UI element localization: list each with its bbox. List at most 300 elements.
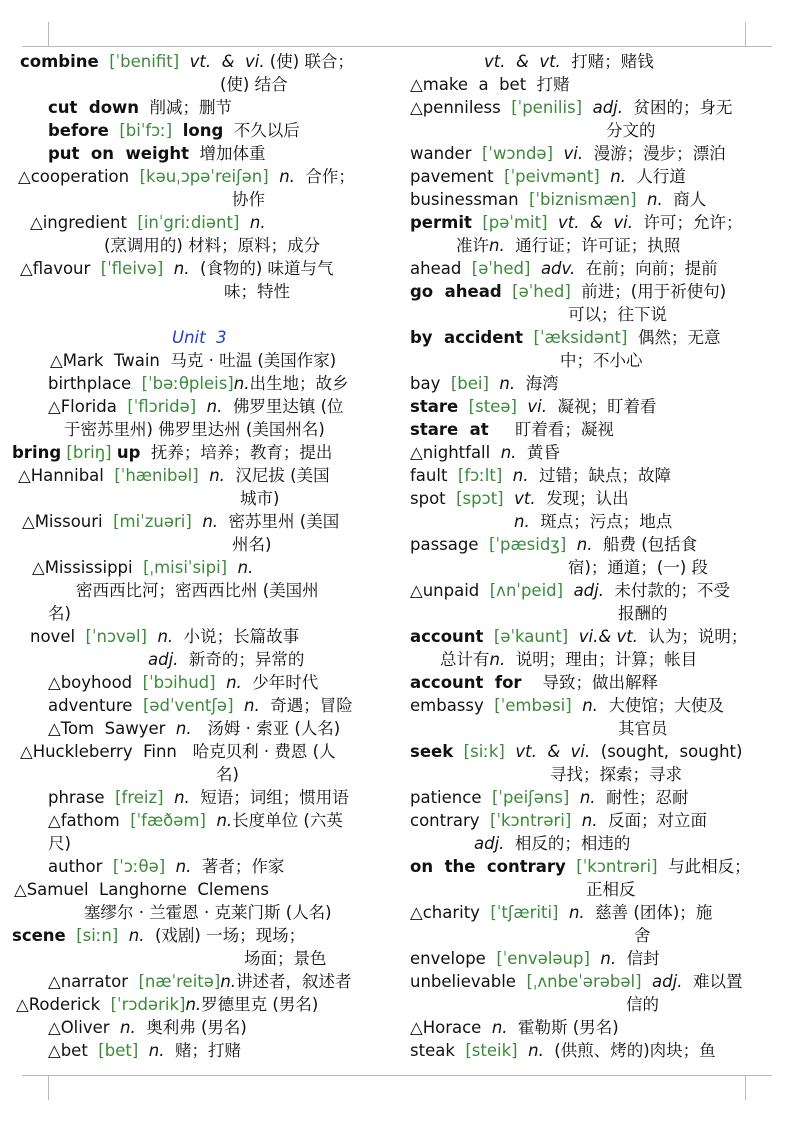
definition-text: 信封 — [616, 949, 660, 968]
vocabulary-column-left — [12, 50, 382, 1062]
definition-text: ahead — [410, 259, 472, 278]
vocab-line — [12, 418, 382, 441]
definition-text: △Samuel Langhorne Clemens — [14, 880, 269, 899]
definition-text: △Roderick — [16, 995, 111, 1014]
definition-text: 耐性；忍耐 — [595, 788, 689, 807]
vocab-line — [12, 280, 382, 303]
definition-text: 正相反 — [586, 880, 636, 899]
part-of-speech: n. — [220, 972, 237, 991]
phonetic: [ədˈventʃə] — [142, 696, 245, 715]
definition-text: novel — [30, 627, 86, 646]
vocab-line — [410, 326, 750, 349]
definition-text: 其官员 — [618, 719, 668, 738]
part-of-speech: adj. — [573, 581, 604, 600]
part-of-speech: n. — [202, 512, 219, 531]
phonetic: [steə] — [458, 397, 528, 416]
vocab-line — [410, 970, 750, 993]
part-of-speech: n. — [600, 949, 617, 968]
phonetic: [ˈpæsidʒ] — [489, 535, 577, 554]
vocab-line — [410, 740, 750, 763]
phonetic: [ˈfleivə] — [100, 259, 174, 278]
vocab-line — [410, 947, 750, 970]
definition-text: (使) 联合； — [264, 52, 354, 71]
definition-text: △Mississippi — [32, 558, 144, 577]
definition-text: (烹调用的) 材料；原料；成分 — [104, 236, 321, 255]
part-of-speech: n. — [582, 696, 598, 715]
vocab-line — [410, 257, 750, 280]
definition-text: 黄昏 — [516, 443, 560, 462]
definition-text: △nightfall — [410, 443, 501, 462]
definition-text: 味；特性 — [224, 282, 290, 301]
part-of-speech: n. — [489, 650, 506, 669]
vocab-line — [12, 947, 382, 970]
definition-text: 佛罗里达镇 (位 — [222, 397, 344, 416]
vocab-line — [12, 533, 382, 556]
definition-text: steak — [410, 1041, 466, 1060]
headword: before — [48, 121, 109, 140]
vocab-line — [410, 119, 750, 142]
vocab-line — [12, 671, 382, 694]
definition-text: 削减；删节 — [139, 98, 233, 117]
definition-text: (使) 结合 — [220, 75, 288, 94]
vocab-line — [12, 211, 382, 234]
vocab-line — [12, 602, 382, 625]
definition-text: △Horace — [410, 1018, 492, 1037]
part-of-speech: n. — [279, 167, 295, 186]
phonetic: [ˈɔːθə] — [112, 857, 176, 876]
definition-text: △Huckleberry Finn 哈克贝利 · 费恩 (人 — [20, 742, 336, 761]
part-of-speech: adj. — [474, 834, 505, 853]
definition-text: (戏剧) 一场；现场； — [144, 926, 306, 945]
vocab-line — [12, 487, 382, 510]
part-of-speech: n. — [514, 512, 530, 531]
definition-text: 增加体重 — [189, 144, 266, 163]
part-of-speech: n. — [175, 857, 192, 876]
vocab-line — [12, 50, 382, 73]
definition-text: contrary — [410, 811, 491, 830]
definition-text: 中；不小心 — [560, 351, 643, 370]
part-of-speech: vt. — [514, 489, 536, 508]
definition-text: 汤姆 · 索亚 (人名) — [191, 719, 341, 738]
definition-text: (sought, sought) — [590, 742, 743, 761]
definition-text: phrase — [48, 788, 116, 807]
definition-text: 可以；往下说 — [568, 305, 667, 324]
phonetic: [næˈreitə] — [138, 972, 221, 991]
definition-text: unbelievable — [410, 972, 527, 991]
vocab-line — [12, 257, 382, 280]
vocab-line — [12, 832, 382, 855]
vocab-line — [410, 1039, 750, 1062]
phonetic: [ˈkɔntrəri] — [565, 857, 669, 876]
vocab-line — [12, 119, 382, 142]
definition-text: 尺) — [48, 834, 71, 853]
definition-text: envelope — [410, 949, 497, 968]
headword: combine — [20, 52, 99, 71]
vocab-line — [12, 73, 382, 96]
phonetic: [ˈpeiʃəns] — [491, 788, 580, 807]
part-of-speech: n. — [120, 1018, 136, 1037]
definition-text: 相反的；相违的 — [504, 834, 631, 853]
part-of-speech: vt. & vi. — [515, 742, 591, 761]
definition-text: 打赌；赌钱 — [560, 52, 654, 71]
part-of-speech: n. — [185, 995, 202, 1014]
headword: up — [116, 443, 141, 462]
definition-text: 城市) — [240, 489, 280, 508]
definition-text: wander — [410, 144, 482, 163]
vocab-line — [12, 579, 382, 602]
part-of-speech: vi.& vt. — [578, 627, 638, 646]
definition-text: 著者；作家 — [191, 857, 285, 876]
definition-text: △Oliver — [48, 1018, 121, 1037]
definition-text: 未付款的；不受 — [603, 581, 730, 600]
corner-bl-vertical — [48, 1075, 49, 1100]
phonetic: [ˈpeivmənt] — [504, 167, 611, 186]
phonetic: [siːn] — [65, 926, 129, 945]
vocab-line — [410, 648, 750, 671]
vocab-line — [410, 441, 750, 464]
definition-text: (供煎、烤的)肉块；鱼 — [543, 1041, 716, 1060]
vocab-line — [12, 694, 382, 717]
part-of-speech: n. — [233, 374, 250, 393]
definition-text: 霍勒斯 (男名) — [507, 1018, 619, 1037]
definition-text: 宿)；通道；(一) 段 — [568, 558, 709, 577]
part-of-speech: n. — [500, 443, 517, 462]
part-of-speech: n. — [489, 236, 505, 255]
part-of-speech: n. — [175, 719, 192, 738]
part-of-speech: adj. — [652, 972, 683, 991]
phonetic: [inˈgriːdiənt] — [137, 213, 250, 232]
vocab-line — [410, 602, 750, 625]
definition-text: 慈善 (团体)；施 — [584, 903, 713, 922]
vocab-line — [410, 717, 750, 740]
definition-text: 讲述者，叙述者 — [236, 972, 352, 991]
definition-text: 舍 — [634, 926, 651, 945]
part-of-speech: n. — [206, 397, 223, 416]
part-of-speech: n. — [576, 535, 593, 554]
vocab-line — [12, 349, 382, 372]
definition-text: fault — [410, 466, 458, 485]
definition-text: pavement — [410, 167, 505, 186]
definition-text: 汉尼拔 (美国 — [224, 466, 330, 485]
definition-text: 说明；理由；计算；帐目 — [505, 650, 698, 669]
definition-text: 出生地；故乡 — [249, 374, 349, 393]
definition-text: △bet — [48, 1041, 99, 1060]
definition-text: 难以置 — [682, 972, 743, 991]
phonetic: [fɔːlt] — [457, 466, 513, 485]
vocab-line — [410, 303, 750, 326]
phonetic: [siːk] — [453, 742, 516, 761]
top-border-line — [48, 46, 746, 47]
part-of-speech: vi. — [563, 144, 584, 163]
definition-text: 导致；做出解释 — [521, 673, 659, 692]
vocab-line — [12, 924, 382, 947]
vocab-line — [12, 786, 382, 809]
definition-text: patience — [410, 788, 492, 807]
definition-text: △charity — [410, 903, 491, 922]
corner-tl-horizontal — [22, 46, 49, 47]
vocab-line — [12, 993, 382, 1016]
vocab-line — [12, 188, 382, 211]
definition-text: 许可；允许； — [632, 213, 743, 232]
definition-text: 密苏里州 (美国 — [218, 512, 340, 531]
definition-text: △Hannibal — [18, 466, 115, 485]
phonetic: [biˈfɔː] — [108, 121, 183, 140]
definition-text: 短语；词组；惯用语 — [189, 788, 349, 807]
definition-text: author — [48, 857, 113, 876]
definition-text: 发现；认出 — [535, 489, 629, 508]
phonetic: [miˈzuəri] — [113, 512, 203, 531]
vocab-line — [12, 648, 382, 671]
vocab-line — [410, 96, 750, 119]
definition-text: 抚养；培养；教育；提出 — [140, 443, 333, 462]
part-of-speech: n. — [579, 788, 596, 807]
definition-text: 总计有 — [440, 650, 490, 669]
definition-text: △Missouri — [22, 512, 114, 531]
phonetic: [ˈtʃæriti] — [490, 903, 569, 922]
definition-text: 与此相反； — [668, 857, 751, 876]
phonetic: [pəˈmit] — [471, 213, 559, 232]
definition-text: 商人 — [662, 190, 707, 209]
vocab-line — [410, 372, 750, 395]
part-of-speech: n. — [237, 558, 254, 577]
definition-text: 赌；打赌 — [164, 1041, 241, 1060]
corner-tr-horizontal — [745, 46, 772, 47]
bottom-border-line — [48, 1075, 746, 1076]
vocab-line — [410, 395, 750, 418]
definition-text: 认为；说明； — [637, 627, 748, 646]
part-of-speech: n. — [244, 696, 260, 715]
vocab-line — [12, 878, 382, 901]
headword: stare — [410, 397, 459, 416]
phonetic: [ˈnɔvəl] — [85, 627, 158, 646]
vocab-line — [410, 50, 750, 73]
definition-text: 奇遇；冒险 — [259, 696, 353, 715]
vocab-line — [410, 832, 750, 855]
definition-text: 反面；对立面 — [597, 811, 707, 830]
vocab-line — [410, 924, 750, 947]
vocab-line — [12, 1016, 382, 1039]
definition-text: 前进；(用于祈使句) — [581, 282, 727, 301]
part-of-speech: n. — [249, 213, 266, 232]
part-of-speech: adj. — [592, 98, 623, 117]
definition-text: △fathom — [48, 811, 131, 830]
phonetic: [ˈfæðəm] — [130, 811, 217, 830]
definition-text: △Florida — [48, 397, 128, 416]
vocab-line — [12, 326, 382, 349]
vocab-line — [410, 901, 750, 924]
definition-text: 盯着看；凝视 — [488, 420, 614, 439]
vocab-line — [410, 878, 750, 901]
vocab-line — [12, 395, 382, 418]
definition-text: 海湾 — [515, 374, 559, 393]
definition-text: 小说；长篇故事 — [173, 627, 300, 646]
vocab-line — [12, 763, 382, 786]
phonetic: [ˈrɔdərik] — [110, 995, 186, 1014]
headword: account — [410, 627, 484, 646]
definition-text: passage — [410, 535, 490, 554]
phonetic: [ˈbenifit] — [98, 52, 190, 71]
vocab-line — [410, 73, 750, 96]
definition-text: 大使馆；大使及 — [597, 696, 724, 715]
vocab-line — [12, 142, 382, 165]
definition-text: 船费 (包括食 — [592, 535, 698, 554]
part-of-speech: n. — [528, 1041, 544, 1060]
phonetic: [ˌʌnbeˈərəbəl] — [526, 972, 653, 991]
phonetic: [ˈpenilis] — [511, 98, 593, 117]
vocab-line — [410, 188, 750, 211]
definition-text: 名) — [216, 765, 239, 784]
definition-text: adventure — [48, 696, 143, 715]
vocab-line — [410, 464, 750, 487]
definition-text: 凝视；盯着看 — [547, 397, 657, 416]
vocab-line — [410, 510, 750, 533]
corner-br-vertical — [745, 1075, 746, 1100]
vocab-line — [410, 763, 750, 786]
unit-heading: Unit 3 — [172, 328, 227, 347]
definition-text: 场面；景色 — [244, 949, 327, 968]
vocab-line — [410, 349, 750, 372]
headword: account for — [410, 673, 522, 692]
definition-text: 人行道 — [625, 167, 686, 186]
definition-text: 在前；向前；提前 — [575, 259, 718, 278]
vocab-line — [410, 1016, 750, 1039]
headword: cut down — [48, 98, 140, 117]
definition-text: 长度单位 (六英 — [232, 811, 343, 830]
vocab-line — [410, 533, 750, 556]
phonetic: [freiz] — [115, 788, 175, 807]
vocab-line — [12, 510, 382, 533]
part-of-speech: vt. & vt. — [484, 52, 561, 71]
definition-text: 准许 — [456, 236, 489, 255]
headword: put on weight — [48, 144, 190, 163]
headword: bring — [12, 443, 62, 462]
phonetic: [ʌnˈpeid] — [489, 581, 574, 600]
vocab-line — [410, 556, 750, 579]
definition-text: 信的 — [626, 995, 659, 1014]
definition-text: 新奇的；异常的 — [178, 650, 305, 669]
vocab-line — [410, 993, 750, 1016]
corner-tr-vertical — [745, 22, 746, 47]
vocabulary-column-right — [410, 50, 750, 1062]
phonetic: [bei] — [450, 374, 500, 393]
vocab-line — [12, 901, 382, 924]
definition-text: 贫困的；身无 — [623, 98, 733, 117]
vocab-line — [410, 142, 750, 165]
phonetic: [ˈbiznismæn] — [529, 190, 648, 209]
definition-text: 塞缪尔 · 兰霍恩 · 克莱门斯 (人名) — [84, 903, 332, 922]
phonetic: [ˈkɔntrəri] — [490, 811, 582, 830]
definition-text: 寻找；探索；寻求 — [550, 765, 682, 784]
vocab-line — [12, 441, 382, 464]
vocab-line — [12, 234, 382, 257]
vocab-line — [410, 809, 750, 832]
corner-br-horizontal — [745, 1075, 772, 1076]
vocab-line — [12, 970, 382, 993]
definition-text: 罗德里克 (男名) — [201, 995, 319, 1014]
part-of-speech: vt. & vi. — [189, 52, 265, 71]
definition-text: 漫游；漫步；漂泊 — [583, 144, 726, 163]
definition-text: 不久以后 — [223, 121, 300, 140]
part-of-speech: n. — [647, 190, 663, 209]
part-of-speech: adv. — [540, 259, 576, 278]
vocab-line — [410, 280, 750, 303]
phonetic: [spɔt] — [456, 489, 515, 508]
definition-text: 奥利弗 (男名) — [135, 1018, 247, 1037]
definition-text: △narrator — [48, 972, 139, 991]
definition-text: 合作； — [294, 167, 355, 186]
vocab-line — [12, 740, 382, 763]
part-of-speech: n. — [128, 926, 145, 945]
phonetic: [ˈbɔihud] — [142, 673, 227, 692]
definition-text: △boyhood — [48, 673, 143, 692]
part-of-speech: n. — [491, 1018, 508, 1037]
definition-text: 偶然；无意 — [637, 328, 721, 347]
headword: scene — [12, 926, 66, 945]
definition-text: 通行证；许可证；执照 — [504, 236, 681, 255]
phonetic: [ˈwɔndə] — [481, 144, 564, 163]
part-of-speech: n. — [173, 259, 190, 278]
definition-text: businessman — [410, 190, 530, 209]
definition-text: 报酬的 — [618, 604, 668, 623]
vocab-line — [410, 694, 750, 717]
part-of-speech: n. — [499, 374, 516, 393]
vocab-line — [410, 579, 750, 602]
vocab-line — [12, 855, 382, 878]
phonetic: [ˈembəsi] — [494, 696, 583, 715]
definition-text: 协作 — [232, 190, 265, 209]
vocab-line — [12, 556, 382, 579]
corner-bl-horizontal — [22, 1075, 49, 1076]
definition-text: embassy — [410, 696, 495, 715]
part-of-speech: n. — [581, 811, 598, 830]
vocab-line — [12, 464, 382, 487]
definition-text: △unpaid — [410, 581, 490, 600]
definition-text: 斑点；污点；地点 — [529, 512, 673, 531]
phonetic: [steik] — [465, 1041, 529, 1060]
phonetic: [əˈkaunt] — [483, 627, 579, 646]
vocab-line — [410, 487, 750, 510]
headword: permit — [410, 213, 472, 232]
phonetic: [bet] — [98, 1041, 149, 1060]
vocab-line — [410, 855, 750, 878]
vocab-line — [410, 625, 750, 648]
vocab-line — [12, 372, 382, 395]
definition-text: △cooperation — [18, 167, 140, 186]
phonetic: [ˌmisiˈsipi] — [143, 558, 238, 577]
definition-text: △Tom Sawyer — [48, 719, 176, 738]
corner-tl-vertical — [48, 22, 49, 47]
definition-text: 少年时代 — [241, 673, 319, 692]
definition-text: △flavour — [20, 259, 101, 278]
vocab-line — [12, 809, 382, 832]
vocab-line — [410, 671, 750, 694]
part-of-speech: vt. & vi. — [558, 213, 633, 232]
part-of-speech: n. — [568, 903, 585, 922]
part-of-speech: n. — [226, 673, 242, 692]
part-of-speech: n. — [610, 167, 626, 186]
part-of-speech: n. — [512, 466, 529, 485]
part-of-speech: n. — [148, 1041, 165, 1060]
phonetic: [ˈenvələup] — [496, 949, 601, 968]
vocab-line — [12, 303, 382, 326]
phonetic: [əˈhed] — [471, 259, 541, 278]
vocab-line — [12, 625, 382, 648]
definition-text: △make a bet 打赌 — [410, 75, 570, 94]
headword: by accident — [410, 328, 524, 347]
phonetic: [kəuˌɔpəˈreiʃən] — [139, 167, 280, 186]
definition-text: 州名) — [232, 535, 272, 554]
vocab-line — [410, 211, 750, 234]
